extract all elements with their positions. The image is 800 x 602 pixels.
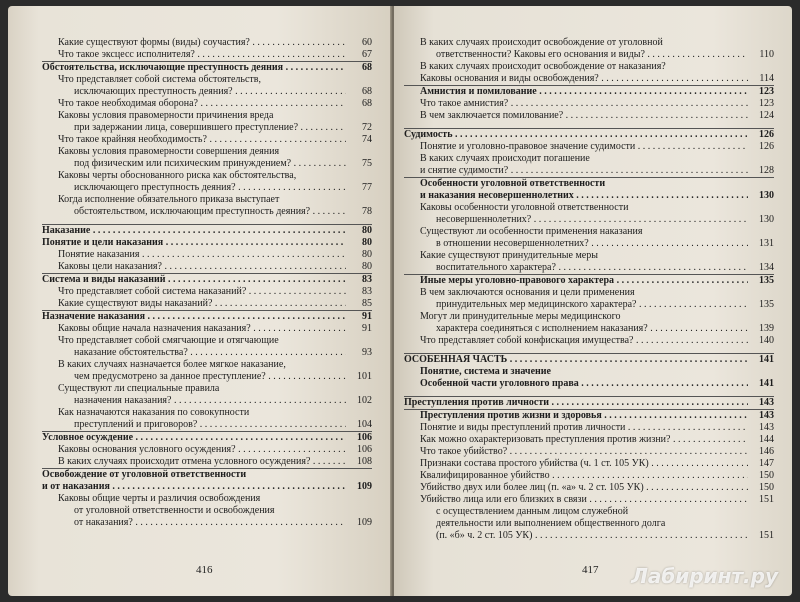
toc-entry-page: 109 [357, 517, 372, 528]
toc-entry-title: обстоятельством, исключающим преступность деяния? . . . [42, 206, 346, 218]
toc-entry [42, 468, 372, 481]
toc-entry-title: (п. «б» ч. 2 ст. 105 УК) . . . [404, 530, 748, 542]
toc-entry-title: Что представляет собой конфискация имущества? . . . [404, 335, 748, 347]
right-page [394, 6, 792, 596]
toc-entry [404, 366, 774, 378]
toc-entry [42, 49, 372, 61]
toc-entry [404, 458, 774, 470]
toc-entry-page: 80 [362, 249, 372, 260]
toc-entry-title: Освобождение от уголовной ответственности [42, 469, 247, 480]
toc-entry [404, 287, 774, 299]
toc-entry-title: Что такое крайняя необходимость? . . . [42, 134, 346, 146]
toc-entry [42, 383, 372, 395]
toc-entry-title: ОСОБЕННАЯ ЧАСТЬ . . . [404, 354, 748, 366]
toc-entry-title: назначения наказания? . . . [42, 395, 346, 407]
toc-entry-title: Каковы условия правомерности совершения деяния [58, 146, 280, 157]
toc-entry-title: В каких случаях назначается более мягкое наказание, [58, 359, 286, 370]
toc-entry [404, 238, 774, 250]
toc-entry-page: 83 [362, 274, 372, 285]
toc-entry [404, 98, 774, 110]
toc-entry [404, 165, 774, 177]
toc-entry [404, 530, 774, 542]
toc-entry-title: Что представляет собой система обстоятельств, [58, 74, 262, 85]
toc-entry-title: ответственности? Каковы его основания и виды? . . . [404, 49, 748, 61]
toc-entry-page: 110 [759, 49, 774, 60]
toc-entry [404, 335, 774, 347]
toc-entry-page: 147 [759, 458, 774, 469]
toc-entry [404, 494, 774, 506]
watermark-logo: Лабиринт.ру [631, 564, 778, 588]
toc-entry-title: Убийство двух или более лиц (п. «а» ч. 2 ст. 105 УК) . . . [404, 482, 748, 494]
toc-entry-title: Что представляет собой система наказаний? . . . [42, 286, 346, 298]
toc-entry [42, 431, 372, 444]
toc-entry-title: Система и виды наказаний . . . [42, 274, 346, 286]
toc-entry-title: под физическим или психическим принуждением? . . . [42, 158, 346, 170]
toc-entry [42, 86, 372, 98]
toc-entry-title: при задержании лица, совершившего преступление? . . . [42, 122, 346, 134]
toc-entry [404, 85, 774, 98]
toc-entry-page: 85 [362, 298, 372, 309]
toc-entry [42, 37, 372, 49]
toc-entry [404, 434, 774, 446]
toc-entry [42, 122, 372, 134]
toc-entry [42, 407, 372, 419]
toc-entry-title: деятельности или выполнением общественного долга [436, 518, 666, 529]
toc-entry [42, 481, 372, 493]
toc-entry-page: 124 [759, 110, 774, 121]
toc-entry-title: Как можно охарактеризовать преступления против жизни? . . . [404, 434, 748, 446]
toc-entry [42, 286, 372, 298]
toc-entry-page: 109 [357, 481, 372, 492]
toc-entry-title: Что такое эксцесс исполнителя? . . . [42, 49, 346, 61]
toc-entry-title: Существуют ли специальные правила [58, 383, 220, 394]
toc-entry [404, 250, 774, 262]
toc-entry-title: Особенности уголовной ответственности [420, 178, 606, 189]
toc-entry-title: воспитательного характера? . . . [404, 262, 748, 274]
toc-entry-title: Наказание . . . [42, 225, 346, 237]
toc-entry [404, 214, 774, 226]
toc-entry-page: 102 [357, 395, 372, 406]
toc-entry-title: Признаки состава простого убийства (ч. 1 ст. 105 УК) . . . [404, 458, 748, 470]
toc-entry-page: 139 [759, 323, 774, 334]
toc-entry [404, 202, 774, 214]
toc-entry-page: 80 [362, 237, 372, 248]
toc-entry-page: 143 [759, 410, 774, 421]
toc-entry [404, 61, 774, 73]
toc-entry [404, 422, 774, 434]
toc-entry-page: 77 [362, 182, 372, 193]
toc-entry-title: Каковы особенности уголовной ответственности [420, 202, 629, 213]
toc-entry [404, 409, 774, 422]
toc-entry-page: 135 [759, 275, 774, 286]
toc-entry-title: Понятие и уголовно-правовое значение судимости . . . [404, 141, 748, 153]
toc-entry [42, 395, 372, 407]
toc-entry [404, 470, 774, 482]
toc-entry [42, 182, 372, 194]
toc-entry [404, 396, 774, 409]
toc-entry [42, 158, 372, 170]
toc-entry [404, 37, 774, 49]
toc-entry-title: Понятие наказания . . . [42, 249, 346, 261]
toc-entry-title: принудительных мер медицинского характера? . . . [404, 299, 748, 311]
toc-entry [404, 49, 774, 61]
toc-entry-title: Какие существуют принудительные меры [420, 250, 598, 261]
toc-entry-page: 75 [362, 158, 372, 169]
toc-entry-title: исключающего преступность деяния? . . . [42, 182, 346, 194]
page-number-right: 417 [582, 564, 599, 576]
toc-entry-page: 60 [362, 37, 372, 48]
toc-entry [42, 98, 372, 110]
toc-entry [42, 359, 372, 371]
toc-entry [42, 298, 372, 310]
toc-entry-page: 104 [357, 419, 372, 430]
toc-entry [404, 153, 774, 165]
toc-entry [42, 371, 372, 383]
toc-entry-page: 143 [759, 397, 774, 408]
toc-entry-page: 68 [362, 98, 372, 109]
toc-entry-title: В чем заключаются основания и цели применения [420, 287, 635, 298]
toc-entry-page: 67 [362, 49, 372, 60]
toc-entry [42, 134, 372, 146]
toc-entry [42, 237, 372, 249]
toc-entry-title: от наказания? . . . [42, 517, 346, 529]
toc-entry [42, 347, 372, 359]
toc-entry-title: Когда исполнение обязательного приказа выступает [58, 194, 280, 205]
toc-entry-title: в отношении несовершеннолетних? . . . [404, 238, 748, 250]
toc-entry-title: Амнистия и помилование . . . [404, 86, 748, 98]
toc-entry-page: 68 [362, 86, 372, 97]
toc-entry [42, 323, 372, 335]
toc-entry-title: от уголовной ответственности и освобождения [74, 505, 275, 516]
toc-entry-title: Существуют ли особенности применения наказания [420, 226, 643, 237]
toc-entry-page: 146 [759, 446, 774, 457]
toc-entry-page: 150 [759, 470, 774, 481]
toc-entry-page: 131 [759, 238, 774, 249]
toc-entry [42, 146, 372, 158]
toc-entry [404, 353, 774, 366]
toc-entry-title: Иные меры уголовно-правового характера . . . [404, 275, 748, 287]
toc-entry-page: 101 [357, 371, 372, 382]
toc-entry-page: 151 [759, 530, 774, 541]
toc-entry [42, 456, 372, 468]
toc-entry-page: 143 [759, 422, 774, 433]
toc-entry [404, 141, 774, 153]
toc-entry [42, 444, 372, 456]
toc-entry-page: 150 [759, 482, 774, 493]
toc-entry [404, 128, 774, 141]
toc-entry-page: 68 [362, 62, 372, 73]
toc-entry-title: В каких случаях происходит отмена условного осуждения? . . . [42, 456, 346, 468]
toc-entry-page: 134 [759, 262, 774, 273]
toc-entry [404, 190, 774, 202]
toc-entry-title: Каковы цели наказания? . . . [42, 261, 346, 273]
toc-entry [42, 194, 372, 206]
toc-entry [42, 493, 372, 505]
toc-entry [404, 226, 774, 238]
toc-entry-page: 106 [357, 444, 372, 455]
toc-entry-page: 93 [362, 347, 372, 358]
toc-entry-title: исключающих преступность деяния? . . . [42, 86, 346, 98]
toc-entry-page: 135 [759, 299, 774, 310]
toc-entry [42, 249, 372, 261]
toc-entry-page: 108 [357, 456, 372, 467]
toc-entry-title: с осуществлением данным лицом служебной [436, 506, 629, 517]
toc-entry-page: 126 [759, 129, 774, 140]
toc-entry [404, 446, 774, 458]
toc-left [42, 37, 372, 529]
toc-entry-page: 141 [759, 378, 774, 389]
toc-entry [42, 224, 372, 237]
toc-entry-title: Какие существуют формы (виды) соучастия? . . . [42, 37, 346, 49]
toc-entry-title: преступлений и приговоров? . . . [42, 419, 346, 431]
toc-entry-title: несовершеннолетних? . . . [404, 214, 748, 226]
toc-entry-title: Что такое амнистия? . . . [404, 98, 748, 110]
toc-entry-title: Могут ли принудительные меры медицинского [420, 311, 621, 322]
toc-entry-page: 123 [759, 86, 774, 97]
toc-entry-title: Каковы условия правомерности причинения вреда [58, 110, 274, 121]
toc-entry [42, 261, 372, 273]
toc-entry-title: Каковы основания и виды освобождения? . . . [404, 73, 748, 85]
toc-entry [404, 274, 774, 287]
toc-entry-page: 72 [362, 122, 372, 133]
toc-entry-page: 91 [362, 311, 372, 322]
toc-entry-title: В чем заключается помилование? . . . [404, 110, 748, 122]
toc-entry [42, 170, 372, 182]
toc-entry [42, 505, 372, 517]
toc-entry-title: Каковы основания условного осуждения? . . . [42, 444, 346, 456]
toc-entry-title: Что представляет собой смягчающие и отягчающие [58, 335, 279, 346]
toc-entry-title: В каких случаях происходит освобождение от уголовной [420, 37, 663, 48]
toc-entry-page: 91 [362, 323, 372, 334]
toc-entry-title: Условное осуждение . . . [42, 432, 346, 444]
toc-entry-title: Квалифицированное убийство . . . [404, 470, 748, 482]
toc-entry-title: Понятие и цели наказания . . . [42, 237, 346, 249]
toc-entry [42, 517, 372, 529]
toc-entry-page: 78 [362, 206, 372, 217]
toc-entry [404, 311, 774, 323]
toc-entry [404, 110, 774, 122]
toc-entry [42, 335, 372, 347]
toc-entry-title: Особенной части уголовного права . . . [404, 378, 748, 390]
toc-entry-title: Какие существуют виды наказаний? . . . [42, 298, 346, 310]
toc-entry-title: и от наказания . . . [42, 481, 346, 493]
toc-entry-title: Судимость . . . [404, 129, 748, 141]
toc-entry [42, 206, 372, 218]
toc-entry-title: В каких случаях происходит погашение [420, 153, 590, 164]
toc-entry-title: Что такое убийство? . . . [404, 446, 748, 458]
toc-entry-page: 106 [357, 432, 372, 443]
toc-entry-title: Назначение наказания . . . [42, 311, 346, 323]
toc-entry [42, 61, 372, 74]
toc-entry-title: характера соединяться с исполнением наказания? . . . [404, 323, 748, 335]
toc-entry-page: 130 [759, 190, 774, 201]
toc-entry [42, 310, 372, 323]
toc-entry-title: В каких случаях происходит освобождение от наказания? [420, 61, 666, 72]
toc-entry-page: 140 [759, 335, 774, 346]
toc-entry-page: 74 [362, 134, 372, 145]
toc-entry [404, 299, 774, 311]
toc-right [404, 37, 774, 542]
toc-entry-page: 128 [759, 165, 774, 176]
toc-entry-page: 126 [759, 141, 774, 152]
toc-entry-title: наказание обстоятельства? . . . [42, 347, 346, 359]
toc-entry-page: 130 [759, 214, 774, 225]
toc-entry [404, 378, 774, 390]
toc-entry [404, 73, 774, 85]
toc-entry [42, 110, 372, 122]
page-number-left: 416 [196, 564, 213, 576]
toc-entry-title: Каковы общие черты и различия освобождения [58, 493, 261, 504]
left-page [8, 6, 392, 596]
toc-entry [404, 177, 774, 190]
toc-entry-title: и наказания несовершеннолетних . . . [404, 190, 748, 202]
toc-entry [404, 262, 774, 274]
toc-entry-page: 141 [759, 354, 774, 365]
toc-entry-title: Преступления против жизни и здоровья . . . [404, 410, 748, 422]
toc-entry-title: Как назначаются наказания по совокупности [58, 407, 250, 418]
toc-entry-title: Преступления против личности . . . [404, 397, 748, 409]
toc-entry [404, 482, 774, 494]
toc-entry-page: 80 [362, 225, 372, 236]
toc-entry-title: Каковы общие начала назначения наказания? . . . [42, 323, 346, 335]
toc-entry-page: 144 [759, 434, 774, 445]
toc-entry-title: Понятие и виды преступлений против личности . . . [404, 422, 748, 434]
toc-entry [42, 273, 372, 286]
toc-entry-title: Каковы черты обоснованного риска как обстоятельства, [58, 170, 297, 181]
toc-entry-title: Обстоятельства, исключающие преступность деяния . . . [42, 62, 346, 74]
toc-entry-page: 80 [362, 261, 372, 272]
toc-entry [404, 506, 774, 518]
toc-entry [404, 323, 774, 335]
toc-entry-page: 83 [362, 286, 372, 297]
toc-entry-page: 114 [759, 73, 774, 84]
toc-entry [42, 419, 372, 431]
toc-entry-title: и снятие судимости? . . . [404, 165, 748, 177]
toc-entry-title: Понятие, система и значение [420, 366, 551, 377]
toc-entry-title: чем предусмотрено за данное преступление? . . . [42, 371, 346, 383]
toc-entry-page: 123 [759, 98, 774, 109]
toc-entry-title: Что такое необходимая оборона? . . . [42, 98, 346, 110]
toc-entry-page: 151 [759, 494, 774, 505]
toc-entry [42, 74, 372, 86]
toc-entry-title: Убийство лица или его близких в связи . . . [404, 494, 748, 506]
toc-entry [404, 518, 774, 530]
